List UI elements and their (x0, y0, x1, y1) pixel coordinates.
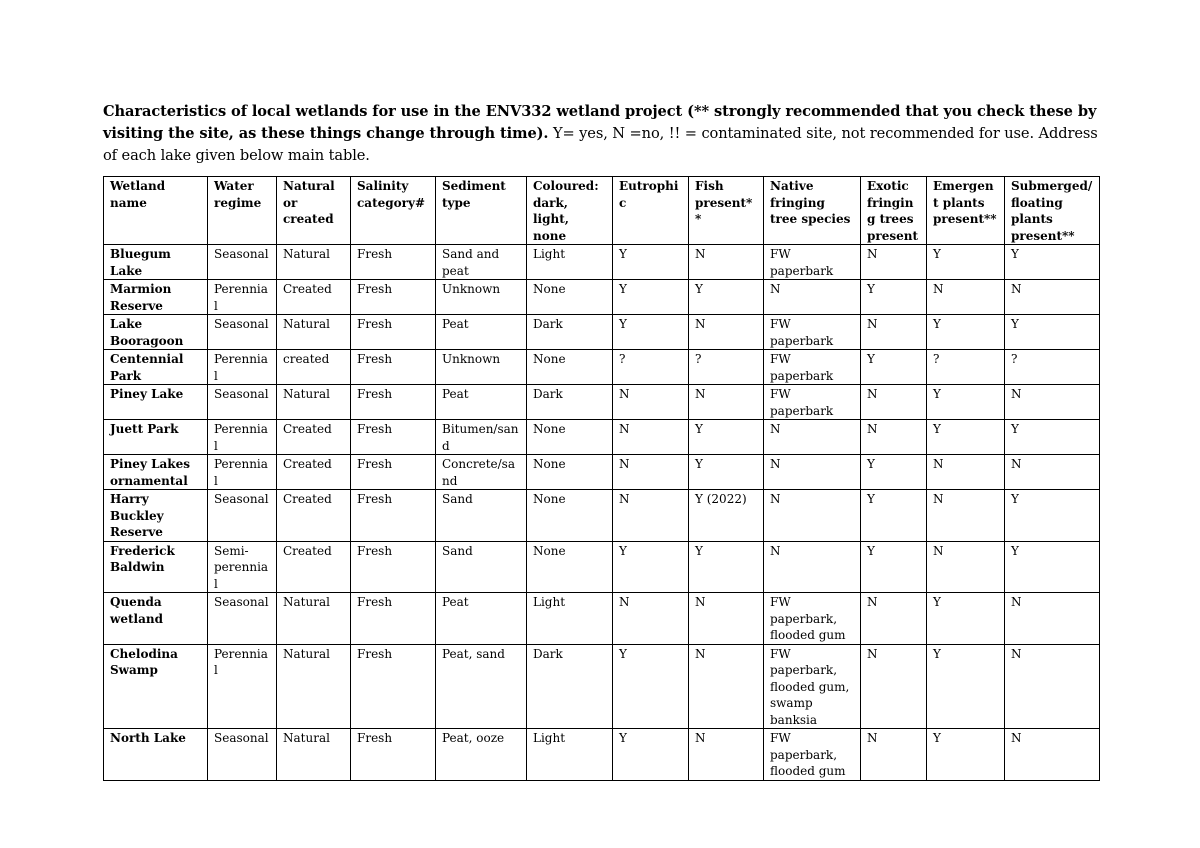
cell-salinity: Fresh (351, 420, 436, 455)
cell-water-regime: Perennial (208, 420, 277, 455)
cell-salinity: Fresh (351, 729, 436, 781)
cell-fish-present: ? (689, 350, 764, 385)
cell-wetland-name: Chelodina Swamp (104, 644, 208, 729)
cell-natural-or-created: Natural (277, 315, 351, 350)
cell-salinity: Fresh (351, 280, 436, 315)
cell-eutrophic: Y (613, 729, 689, 781)
cell-exotic-fringing-trees: Y (861, 490, 927, 542)
cell-coloured: None (527, 420, 613, 455)
cell-wetland-name: Piney Lake (104, 385, 208, 420)
cell-native-fringing-trees: N (764, 455, 861, 490)
cell-exotic-fringing-trees: Y (861, 350, 927, 385)
cell-emergent-plants: ? (927, 350, 1005, 385)
table-body (104, 245, 1100, 781)
cell-sediment-type: Sand (436, 490, 527, 542)
header-sediment-type: Sediment type (436, 177, 527, 245)
cell-fish-present: Y (2022) (689, 490, 764, 542)
cell-sediment-type: Sand (436, 541, 527, 593)
cell-natural-or-created: Created (277, 280, 351, 315)
cell-water-regime: Perennial (208, 455, 277, 490)
cell-wetland-name: Piney Lakes ornamental (104, 455, 208, 490)
cell-water-regime: Seasonal (208, 593, 277, 645)
cell-eutrophic: N (613, 385, 689, 420)
cell-native-fringing-trees: FW paperbark (764, 350, 861, 385)
table-row (104, 455, 1100, 490)
cell-native-fringing-trees: FW paperbark, flooded gum (764, 593, 861, 645)
cell-salinity: Fresh (351, 490, 436, 542)
cell-native-fringing-trees: FW paperbark (764, 385, 861, 420)
cell-water-regime: Seasonal (208, 729, 277, 781)
cell-natural-or-created: Natural (277, 245, 351, 280)
cell-native-fringing-trees: N (764, 490, 861, 542)
table-row (104, 315, 1100, 350)
table-header-row (104, 177, 1100, 245)
cell-eutrophic: N (613, 593, 689, 645)
cell-water-regime: Perennial (208, 280, 277, 315)
cell-emergent-plants: Y (927, 729, 1005, 781)
header-wetland-name: Wetland name (104, 177, 208, 245)
cell-coloured: None (527, 490, 613, 542)
cell-native-fringing-trees: FW paperbark, flooded gum, swamp banksia (764, 644, 861, 729)
cell-natural-or-created: Created (277, 541, 351, 593)
cell-sediment-type: Peat, ooze (436, 729, 527, 781)
cell-coloured: None (527, 455, 613, 490)
cell-water-regime: Seasonal (208, 315, 277, 350)
cell-fish-present: N (689, 644, 764, 729)
header-coloured: Coloured: dark, light, none (527, 177, 613, 245)
intro-plain-text: Y= yes, N =no, !! = contaminated site, not recommended for use. Address of each lake given below main table. (103, 125, 1098, 164)
cell-sediment-type: Concrete/sand (436, 455, 527, 490)
header-native-fringing-trees: Native fringing tree species (764, 177, 861, 245)
cell-eutrophic: Y (613, 245, 689, 280)
wetlands-table (103, 176, 1100, 781)
cell-submerged-floating-plants: Y (1005, 315, 1100, 350)
cell-native-fringing-trees: FW paperbark (764, 245, 861, 280)
table-row (104, 350, 1100, 385)
cell-water-regime: Perennial (208, 644, 277, 729)
cell-sediment-type: Peat (436, 315, 527, 350)
cell-eutrophic: Y (613, 315, 689, 350)
cell-sediment-type: Bitumen/sand (436, 420, 527, 455)
cell-salinity: Fresh (351, 315, 436, 350)
cell-native-fringing-trees: FW paperbark (764, 315, 861, 350)
cell-emergent-plants: N (927, 541, 1005, 593)
cell-submerged-floating-plants: N (1005, 644, 1100, 729)
header-water-regime: Water regime (208, 177, 277, 245)
cell-native-fringing-trees: N (764, 280, 861, 315)
table-row (104, 729, 1100, 781)
cell-coloured: None (527, 280, 613, 315)
cell-natural-or-created: Natural (277, 385, 351, 420)
cell-coloured: Light (527, 729, 613, 781)
table-row (104, 280, 1100, 315)
cell-wetland-name: Harry Buckley Reserve (104, 490, 208, 542)
cell-fish-present: N (689, 315, 764, 350)
cell-wetland-name: North Lake (104, 729, 208, 781)
cell-salinity: Fresh (351, 455, 436, 490)
cell-emergent-plants: N (927, 455, 1005, 490)
cell-coloured: Dark (527, 644, 613, 729)
cell-salinity: Fresh (351, 245, 436, 280)
header-natural-or-created: Natural or created (277, 177, 351, 245)
cell-sediment-type: Unknown (436, 280, 527, 315)
cell-emergent-plants: Y (927, 593, 1005, 645)
cell-water-regime: Semi-perennial (208, 541, 277, 593)
cell-fish-present: Y (689, 455, 764, 490)
cell-submerged-floating-plants: N (1005, 729, 1100, 781)
cell-natural-or-created: Natural (277, 593, 351, 645)
cell-water-regime: Seasonal (208, 490, 277, 542)
cell-water-regime: Seasonal (208, 245, 277, 280)
cell-emergent-plants: N (927, 490, 1005, 542)
header-eutrophic: Eutrophic (613, 177, 689, 245)
cell-natural-or-created: created (277, 350, 351, 385)
cell-fish-present: N (689, 729, 764, 781)
cell-natural-or-created: Created (277, 455, 351, 490)
cell-emergent-plants: N (927, 280, 1005, 315)
cell-sediment-type: Peat (436, 593, 527, 645)
cell-coloured: Dark (527, 315, 613, 350)
table-row (104, 385, 1100, 420)
cell-eutrophic: ? (613, 350, 689, 385)
cell-fish-present: Y (689, 280, 764, 315)
cell-sediment-type: Peat (436, 385, 527, 420)
intro-bold-text: Characteristics of local wetlands for use in the ENV332 wetland project (** strongly recommended that you check these by visiting the site, as these things change through time). (103, 103, 1097, 142)
cell-native-fringing-trees: N (764, 541, 861, 593)
cell-exotic-fringing-trees: Y (861, 280, 927, 315)
header-submerged-floating-plants: Submerged/ floating plants present** (1005, 177, 1100, 245)
cell-wetland-name: Lake Booragoon (104, 315, 208, 350)
header-exotic-fringing-trees: Exotic fringing trees present (861, 177, 927, 245)
table-row (104, 420, 1100, 455)
cell-emergent-plants: Y (927, 420, 1005, 455)
cell-salinity: Fresh (351, 541, 436, 593)
cell-native-fringing-trees: FW paperbark, flooded gum (764, 729, 861, 781)
cell-water-regime: Perennial (208, 350, 277, 385)
cell-natural-or-created: Natural (277, 644, 351, 729)
cell-wetland-name: Juett Park (104, 420, 208, 455)
cell-submerged-floating-plants: ? (1005, 350, 1100, 385)
cell-emergent-plants: Y (927, 385, 1005, 420)
cell-fish-present: Y (689, 541, 764, 593)
table-row (104, 541, 1100, 593)
table-row (104, 490, 1100, 542)
header-fish-present: Fish present** (689, 177, 764, 245)
cell-wetland-name: Marmion Reserve (104, 280, 208, 315)
cell-coloured: None (527, 350, 613, 385)
header-emergent-plants: Emergent plants present** (927, 177, 1005, 245)
cell-emergent-plants: Y (927, 644, 1005, 729)
cell-eutrophic: Y (613, 644, 689, 729)
cell-submerged-floating-plants: N (1005, 280, 1100, 315)
cell-wetland-name: Frederick Baldwin (104, 541, 208, 593)
intro-paragraph (103, 101, 1103, 167)
cell-natural-or-created: Natural (277, 729, 351, 781)
cell-salinity: Fresh (351, 593, 436, 645)
cell-emergent-plants: Y (927, 245, 1005, 280)
cell-submerged-floating-plants: Y (1005, 420, 1100, 455)
cell-native-fringing-trees: N (764, 420, 861, 455)
cell-salinity: Fresh (351, 350, 436, 385)
cell-wetland-name: Centennial Park (104, 350, 208, 385)
cell-fish-present: Y (689, 420, 764, 455)
cell-submerged-floating-plants: N (1005, 593, 1100, 645)
table-row (104, 245, 1100, 280)
cell-eutrophic: Y (613, 541, 689, 593)
cell-natural-or-created: Created (277, 420, 351, 455)
cell-exotic-fringing-trees: N (861, 729, 927, 781)
cell-salinity: Fresh (351, 644, 436, 729)
table-row (104, 593, 1100, 645)
cell-submerged-floating-plants: Y (1005, 245, 1100, 280)
cell-submerged-floating-plants: N (1005, 385, 1100, 420)
cell-fish-present: N (689, 593, 764, 645)
cell-sediment-type: Peat, sand (436, 644, 527, 729)
cell-coloured: None (527, 541, 613, 593)
cell-emergent-plants: Y (927, 315, 1005, 350)
cell-exotic-fringing-trees: N (861, 644, 927, 729)
cell-coloured: Light (527, 593, 613, 645)
cell-salinity: Fresh (351, 385, 436, 420)
cell-submerged-floating-plants: Y (1005, 541, 1100, 593)
cell-exotic-fringing-trees: N (861, 593, 927, 645)
cell-sediment-type: Unknown (436, 350, 527, 385)
cell-water-regime: Seasonal (208, 385, 277, 420)
cell-exotic-fringing-trees: N (861, 420, 927, 455)
cell-wetland-name: Quenda wetland (104, 593, 208, 645)
cell-coloured: Light (527, 245, 613, 280)
cell-submerged-floating-plants: N (1005, 455, 1100, 490)
cell-submerged-floating-plants: Y (1005, 490, 1100, 542)
cell-exotic-fringing-trees: Y (861, 541, 927, 593)
table-row (104, 644, 1100, 729)
cell-eutrophic: N (613, 490, 689, 542)
cell-natural-or-created: Created (277, 490, 351, 542)
cell-sediment-type: Sand and peat (436, 245, 527, 280)
cell-fish-present: N (689, 245, 764, 280)
cell-exotic-fringing-trees: Y (861, 455, 927, 490)
cell-exotic-fringing-trees: N (861, 245, 927, 280)
cell-eutrophic: N (613, 455, 689, 490)
cell-eutrophic: N (613, 420, 689, 455)
cell-wetland-name: Bluegum Lake (104, 245, 208, 280)
cell-exotic-fringing-trees: N (861, 315, 927, 350)
cell-coloured: Dark (527, 385, 613, 420)
cell-eutrophic: Y (613, 280, 689, 315)
cell-exotic-fringing-trees: N (861, 385, 927, 420)
cell-fish-present: N (689, 385, 764, 420)
header-salinity-category: Salinity category# (351, 177, 436, 245)
